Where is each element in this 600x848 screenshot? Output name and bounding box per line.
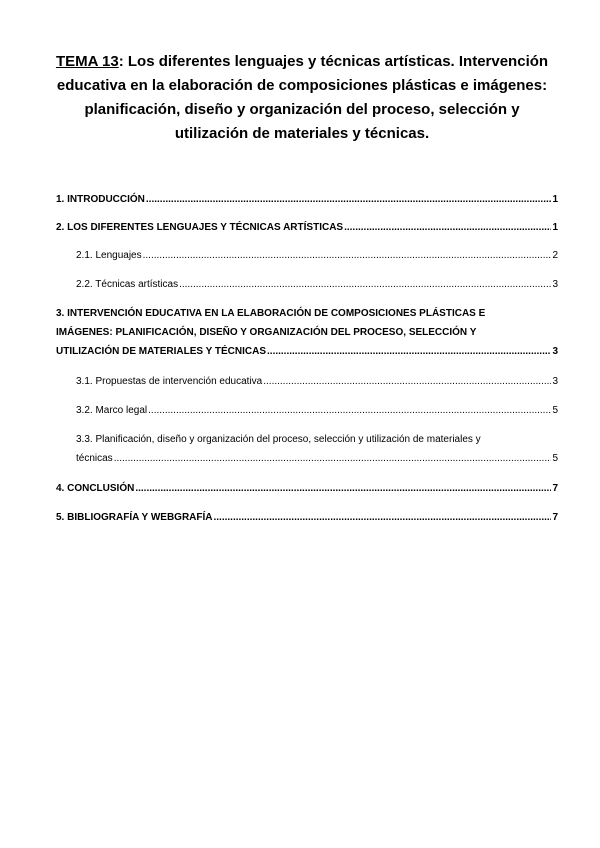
dot-leader — [135, 479, 551, 498]
toc-label: 2. LOS DIFERENTES LENGUAJES Y TÉCNICAS ARTÍSTICAS — [56, 222, 344, 233]
title-lead: TEMA 13 — [55, 53, 119, 70]
document-title — [52, 50, 552, 146]
toc-entry-2-2[interactable] — [76, 275, 558, 294]
title-rest: : Los diferentes lenguajes y técnicas artísticas. Intervención educativa en la elaboración de composiciones plásticas e imágenes: planificación, diseño y organización del proceso, selección y utilización de materiales y técnicas. — [56, 53, 549, 142]
toc-page: 7 — [552, 483, 558, 494]
toc-entry-4[interactable] — [56, 479, 558, 498]
toc-page: 7 — [552, 512, 558, 523]
toc-page: 1 — [552, 194, 558, 205]
dot-leader — [267, 342, 551, 361]
toc-page: 3 — [552, 346, 558, 357]
dot-leader — [146, 190, 552, 209]
dot-leader — [263, 372, 551, 391]
toc-label-line: 3.3. Planificación, diseño y organización del proceso, selección y utilización de materiales y — [76, 434, 481, 445]
toc-page: 3 — [552, 279, 558, 290]
toc-label: UTILIZACIÓN DE MATERIALES Y TÉCNICAS — [56, 346, 267, 357]
toc-entry-3-1[interactable] — [76, 372, 558, 391]
toc-label: 5. BIBLIOGRAFÍA Y WEBGRAFÍA — [56, 512, 213, 523]
toc-label: técnicas — [76, 453, 113, 464]
toc-label: 3.2. Marco legal — [76, 405, 148, 416]
toc-entry-3-3[interactable] — [76, 430, 558, 468]
toc-entry-2-1[interactable] — [76, 246, 558, 265]
toc-label-line: 3. INTERVENCIÓN EDUCATIVA EN LA ELABORACIÓN DE COMPOSICIONES PLÁSTICAS E — [56, 308, 486, 319]
toc-label: 1. INTRODUCCIÓN — [56, 194, 145, 205]
toc-page: 5 — [552, 405, 558, 416]
toc-entry-1[interactable] — [56, 190, 558, 209]
toc-entry-3-2[interactable] — [76, 401, 558, 420]
dot-leader — [114, 449, 552, 468]
toc-page: 2 — [552, 250, 558, 261]
toc-entry-5[interactable] — [56, 508, 558, 527]
toc-page: 3 — [552, 376, 558, 387]
toc-label: 2.1. Lenguajes — [76, 250, 142, 261]
dot-leader — [179, 275, 551, 294]
dot-leader — [214, 508, 552, 527]
dot-leader — [143, 246, 552, 265]
dot-leader — [148, 401, 551, 420]
toc-page: 5 — [552, 453, 558, 464]
toc-entry-3[interactable] — [56, 304, 558, 361]
toc-page: 1 — [552, 222, 558, 233]
dot-leader — [344, 218, 551, 237]
toc-label: 3.1. Propuestas de intervención educativa — [76, 376, 263, 387]
toc-label: 2.2. Técnicas artísticas — [76, 279, 179, 290]
toc-entry-2[interactable] — [56, 218, 558, 237]
toc-label-line: IMÁGENES: PLANIFICACIÓN, DISEÑO Y ORGANIZACIÓN DEL PROCESO, SELECCIÓN Y — [56, 327, 477, 338]
toc-label: 4. CONCLUSIÓN — [56, 483, 135, 494]
